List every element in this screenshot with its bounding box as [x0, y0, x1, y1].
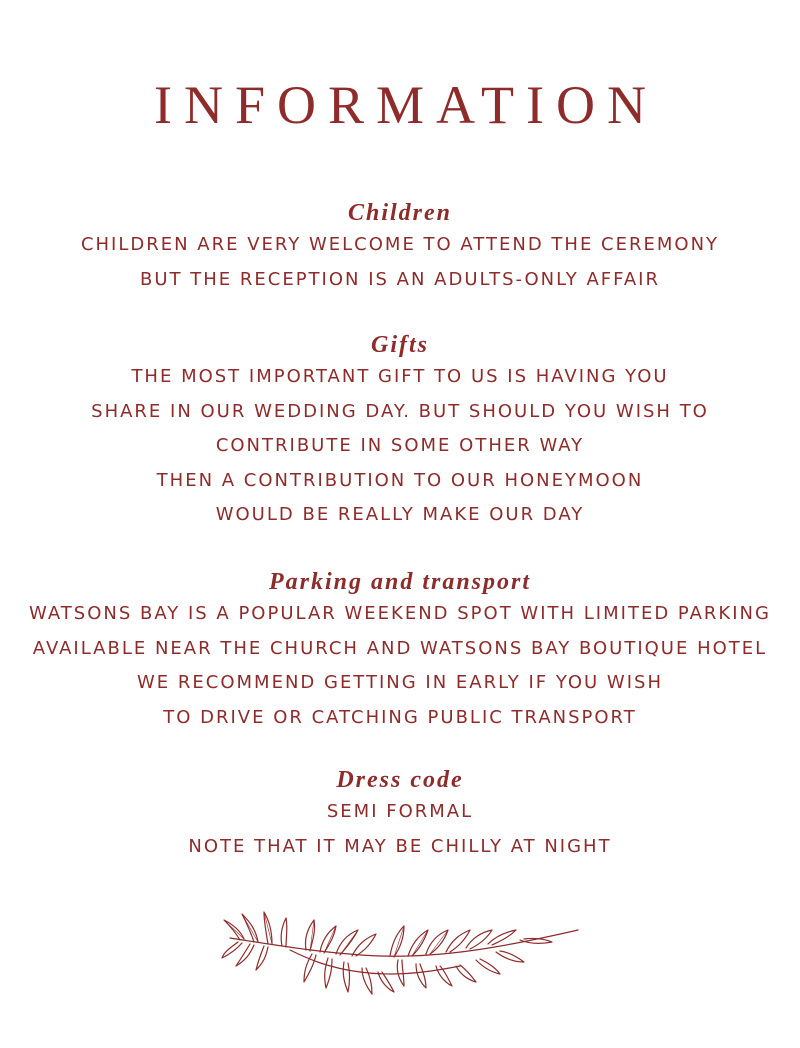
section-heading-children: Children — [347, 200, 453, 226]
body-line: NOTE THAT IT MAY BE CHILLY AT NIGHT — [188, 835, 612, 857]
body-line: BUT THE RECEPTION IS AN ADULTS-ONLY AFFAIR — [140, 268, 660, 290]
section-body-dress-code — [0, 795, 800, 864]
body-line: SHARE IN OUR WEDDING DAY. BUT SHOULD YOU WISH TO — [91, 400, 709, 422]
section-parking-and-transport — [0, 567, 800, 735]
section-children — [0, 198, 800, 297]
body-line: WATSONS BAY IS A POPULAR WEEKEND SPOT WITH LIMITED PARKING — [29, 603, 771, 624]
body-line: THEN A CONTRIBUTION TO OUR HONEYMOON — [156, 469, 644, 491]
leaf-sprig-icon — [220, 908, 585, 998]
page-title: INFORMATION — [153, 75, 658, 135]
body-line: CHILDREN ARE VERY WELCOME TO ATTEND THE CEREMONY — [80, 234, 720, 255]
section-heading-parking: Parking and transport — [268, 569, 532, 595]
section-heading-dress-code: Dress code — [336, 767, 464, 793]
section-body-parking — [0, 597, 800, 735]
section-dress-code — [0, 765, 800, 864]
body-line: AVAILABLE NEAR THE CHURCH AND WATSONS BAY BOUTIQUE HOTEL — [32, 637, 768, 659]
body-line: SEMI FORMAL — [326, 801, 474, 822]
section-heading-gifts: Gifts — [371, 332, 429, 358]
body-line: TO DRIVE OR CATCHING PUBLIC TRANSPORT — [163, 706, 637, 728]
body-line: CONTRIBUTE IN SOME OTHER WAY — [215, 435, 585, 456]
body-line: THE MOST IMPORTANT GIFT TO US IS HAVING YOU — [131, 366, 669, 387]
body-line: WE RECOMMEND GETTING IN EARLY IF YOU WISH — [137, 672, 663, 693]
section-body-gifts — [0, 360, 800, 533]
section-body-children — [0, 228, 800, 297]
body-line: WOULD BE REALLY MAKE OUR DAY — [215, 504, 585, 525]
section-gifts — [0, 330, 800, 533]
